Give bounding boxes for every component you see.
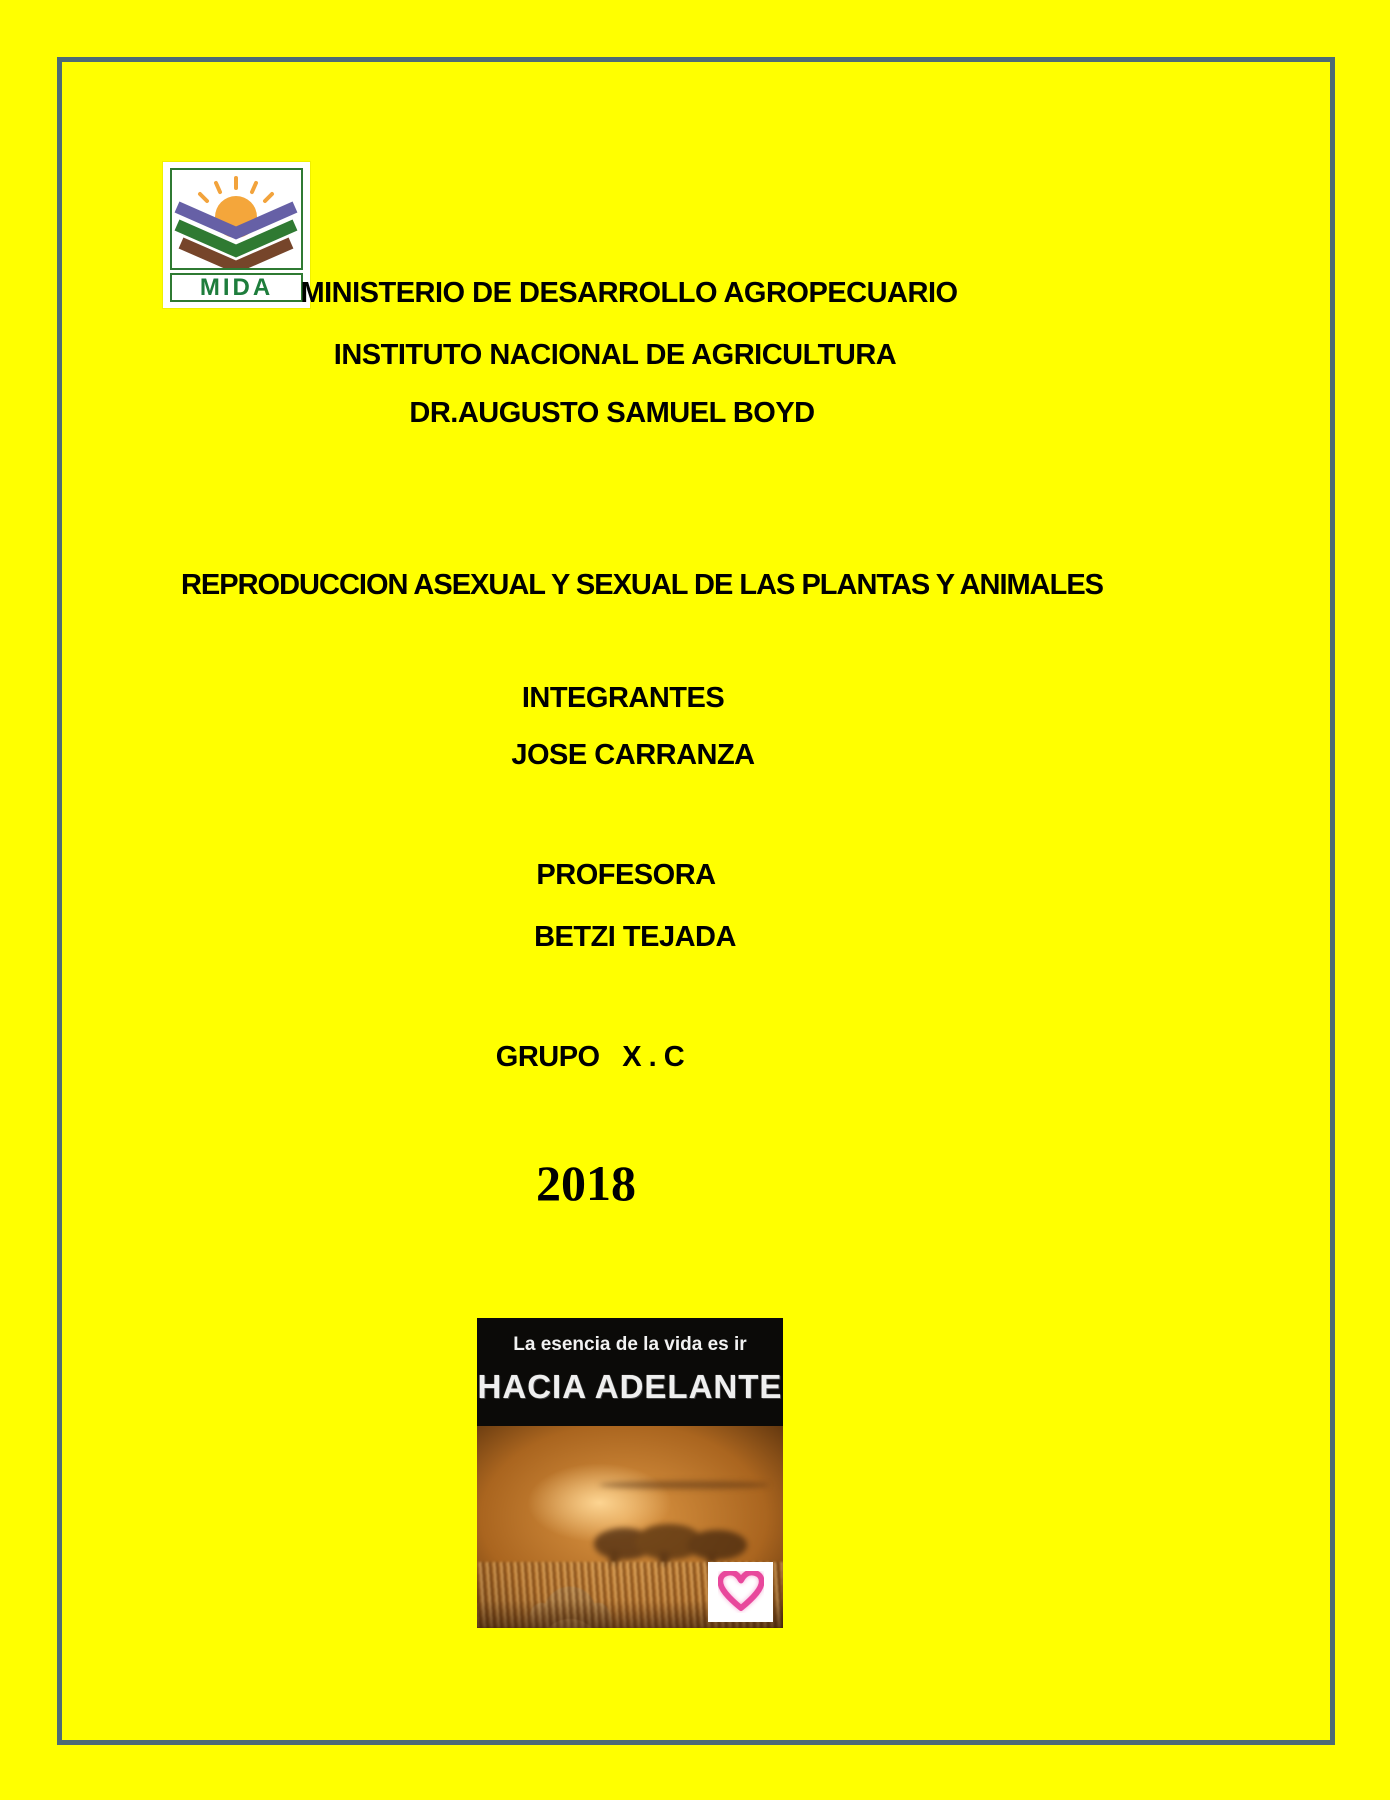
poster-caption-top: La esencia de la vida es ir — [513, 1334, 747, 1355]
heart-badge — [708, 1562, 773, 1622]
teacher-heading: PROFESORA — [536, 859, 716, 891]
mida-wordmark-box — [170, 273, 303, 302]
mida-emblem — [170, 168, 303, 270]
sun-fields-icon — [172, 170, 301, 268]
mida-wordmark: MIDA — [199, 273, 274, 301]
group-line: GRUPO X . C — [495, 1041, 685, 1073]
heart-icon — [718, 1571, 764, 1613]
member-name: JOSE CARRANZA — [511, 739, 755, 771]
work-title: REPRODUCCION ASEXUAL Y SEXUAL DE LAS PLANTAS Y ANIMALES — [180, 569, 1104, 601]
teacher-name: BETZI TEJADA — [534, 921, 736, 953]
ministry-line: MINISTERIO DE DESARROLLO AGROPECUARIO — [300, 277, 958, 309]
background-herd-silhouette — [589, 1514, 749, 1566]
poster-caption-main: HACIA ADELANTE — [477, 1368, 783, 1405]
members-heading: INTEGRANTES — [521, 682, 725, 714]
sky-streak — [599, 1481, 769, 1489]
school-name-line: DR.AUGUSTO SAMUEL BOYD — [409, 397, 815, 429]
motivational-poster-image — [477, 1318, 783, 1628]
institute-line: INSTITUTO NACIONAL DE AGRICULTURA — [333, 339, 897, 371]
mida-logo — [163, 162, 310, 308]
year-label: 2018 — [536, 1155, 636, 1211]
